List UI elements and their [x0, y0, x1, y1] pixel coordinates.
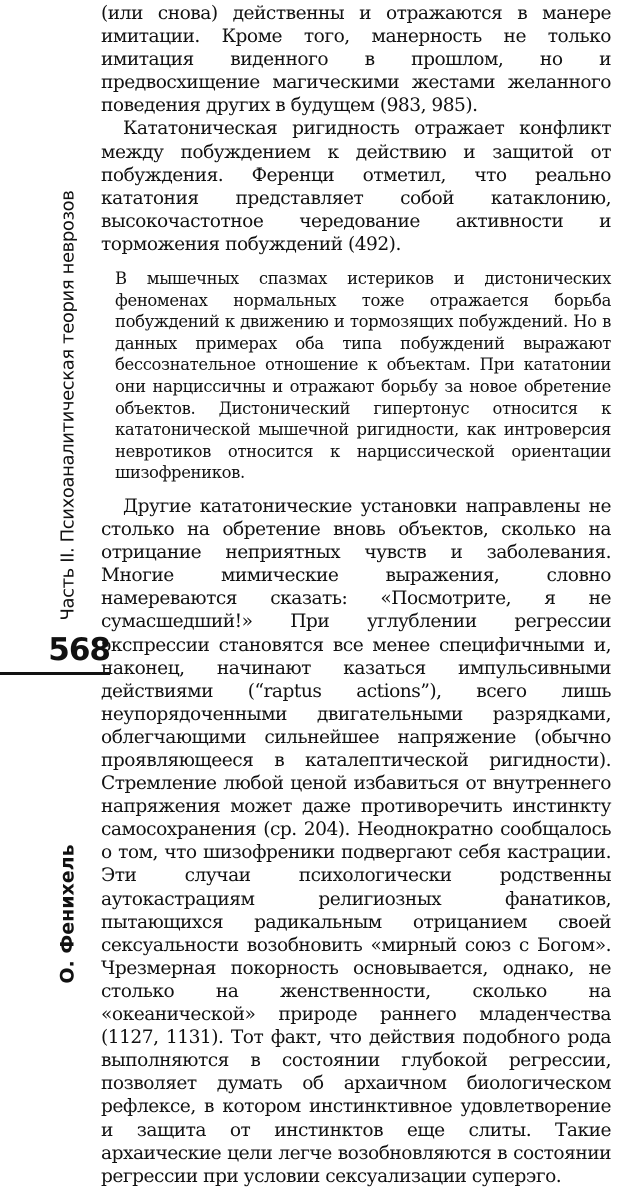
- author-name: [52, 836, 84, 991]
- page-margin: [0, 0, 110, 994]
- running-title: [52, 190, 84, 620]
- running-title-text: Часть II. Психоаналитическая теория неврозов: [57, 190, 79, 620]
- author-name-text: О. Фенихель: [57, 843, 80, 984]
- block-quote: В мышечных спазмах истериков и дистонических феноменах нормальных тоже отражается борьба побуждений к движению и тормозящих побуждений. Но в данных примерах оба типа побуждений выражают бессознательное отношение к объектам. При кататонии они нарциссичны и отражают борьбу за новое обретение объектов. Дистонический гипертонус относится к кататонической мышечной ригидности, как интроверсия невротиков относится к нарциссической ориентации шизофреников.: [115, 269, 611, 483]
- paragraph-3: Другие кататонические установки направлены не столько на обретение вновь объектов, сколько на отрицание неприятных чувств и заболевания. Многие мимические выражения, словно намереваются сказать: «Посмотрите, я не сумасшедший!» При углублении регрессии экспрессии становятся все менее специфичными и, наконец, начинают казаться импульсивными действиями (“raptus actions”), всего лишь неупорядоченными двигательными разрядками, облегчающими сильнейшее напряжение (обычно проявляющееся в каталептической ригидности). Стремление любой ценой избавиться от внутреннего напряжения может даже противоречить инстинкту самосохранения (ср. 204). Неоднократно сообщалось о том, что шизофреники подвергают себя кастрации. Эти случаи психологически родственны аутокастрациям религиозных фанатиков, пытающихся радикальным отрицанием своей сексуальности возобновить «мирный союз с Богом». Чрезмерная покорность основывается, однако, не столько на женственности, сколько на «океанической» природе раннего младенчества (1127, 1131). Тот факт, что действия подобного рода выполняются в состоянии глубокой регрессии, позволяет думать об архаичном биологическом рефлексе, в котором инстинктивное удовлетворение и защита от инстинктов еще слиты. Такие архаические цели легче возобновляются в состоянии регрессии при условии сексуализации суперэго.: [101, 495, 611, 1187]
- page-number: 568: [48, 632, 110, 668]
- body-text: [101, 2, 611, 1188]
- paragraph-2: Кататоническая ригидность отражает конфликт между побуждением к действию и защитой от побуждения. Ференци отметил, что реально кататония представляет собой катаклонию, высокочастотное чередование активности и торможения побуждений (492).: [101, 118, 611, 255]
- page-number-rule: [0, 672, 110, 675]
- paragraph-1: (или снова) действенны и отражаются в манере имитации. Кроме того, манерность не только имитация виденного в прошлом, но и предвосхищение магическими жестами желанного поведения других в будущем (983, 985).: [101, 3, 611, 117]
